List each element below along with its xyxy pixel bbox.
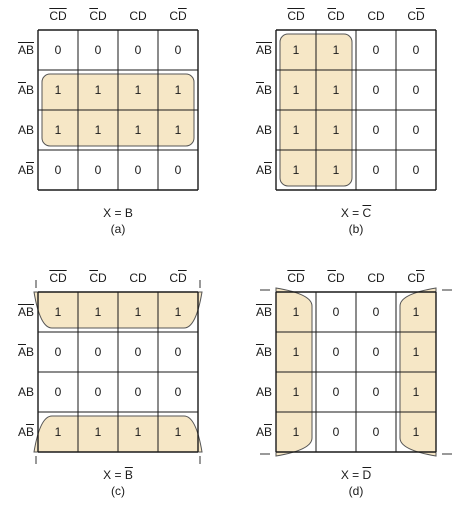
kmap-cell: 0 [54,385,62,399]
header-letter: $\overline{B}$ [263,163,272,177]
kmap-cell: 0 [372,305,380,319]
kmap-cell: 1 [332,83,340,97]
kmap-cell: 1 [134,305,142,319]
header-letter: $\overline{D}$ [296,9,305,23]
header-letter: D [376,9,385,23]
kmap-cell: 1 [174,425,182,439]
expression-label [38,468,198,482]
kmap-cell: 0 [134,345,142,359]
kmap-cell: 1 [54,305,62,319]
header-letter: A [17,123,26,137]
header-letter: A [17,425,26,439]
kmap-cell: 0 [372,43,380,57]
header-letter: $\overline{A}$ [17,83,26,97]
kmap-cell: 1 [412,385,420,399]
header-letter: C [407,271,416,285]
header-letter: B [263,385,272,399]
kmap-cell: 0 [372,83,380,97]
col-header-cd [356,271,396,285]
row-header-ab-bar-b [4,345,34,359]
expression-lhs: X = [340,206,363,220]
header-letter: A [255,163,264,177]
kmap-cell: 0 [412,163,420,177]
kmap-cell: 0 [94,163,102,177]
kmap-cell: 0 [332,345,340,359]
kmap-cell: 0 [372,425,380,439]
expression-variable: $\overline{C}$ [362,206,372,220]
kmap-cell: 1 [292,123,300,137]
col-header-c-d-bar [396,271,436,285]
kmap-cell: 0 [54,43,62,57]
col-header-cd-bar-bar [276,9,316,23]
header-letter: B [263,123,272,137]
header-letter: B [25,345,34,359]
header-letter: A [255,123,264,137]
header-letter: A [255,425,264,439]
row-header-ab-bar-bar [242,305,272,319]
kmap-cell: 1 [292,83,300,97]
kmap-cell: 1 [332,123,340,137]
header-letter: D [138,271,147,285]
kmap-cell: 0 [174,163,182,177]
header-letter: D [98,9,107,23]
expression-variable: $\overline{D}$ [362,468,372,482]
header-letter: $\overline{C}$ [89,271,98,285]
kmap-cell: 1 [292,385,300,399]
row-header-ab [242,123,272,137]
row-header-ab [4,385,34,399]
row-header-ab-bar-bar [242,43,272,57]
expression-lhs: X = [340,468,363,482]
header-letter: D [138,9,147,23]
header-letter: $\overline{C}$ [287,271,296,285]
header-letter: $\overline{A}$ [255,83,264,97]
header-letter: $\overline{D}$ [58,9,67,23]
col-header-cd-bar-d [78,271,118,285]
kmap-cell: 0 [134,163,142,177]
header-letter: C [169,271,178,285]
header-letter: $\overline{B}$ [263,425,272,439]
kmap-cell: 1 [412,305,420,319]
kmap-cell: 0 [54,345,62,359]
header-letter: $\overline{A}$ [255,305,264,319]
header-letter: $\overline{A}$ [255,345,264,359]
header-letter: B [25,83,34,97]
kmap-cell: 1 [292,345,300,359]
kmap-cell: 0 [94,43,102,57]
kmap-cell: 1 [94,305,102,319]
header-letter: $\overline{B}$ [25,163,34,177]
header-letter: D [376,271,385,285]
kmap-cell: 1 [332,43,340,57]
header-letter: $\overline{C}$ [327,9,336,23]
header-letter: $\overline{B}$ [263,43,272,57]
header-letter: $\overline{C}$ [327,271,336,285]
col-header-cd-bar-d [316,271,356,285]
header-letter: B [25,385,34,399]
header-letter: $\overline{A}$ [17,43,26,57]
header-letter: D [336,9,345,23]
kmap-cell: 0 [412,43,420,57]
kmap-cell: 1 [94,123,102,137]
header-letter: $\overline{D}$ [178,271,187,285]
kmap-cell: 0 [372,385,380,399]
kmap-cell: 1 [292,425,300,439]
kmap-cell: 0 [412,123,420,137]
kmap-cell: 0 [54,163,62,177]
header-letter: $\overline{D}$ [58,271,67,285]
header-letter: A [255,385,264,399]
kmap-cell: 1 [174,83,182,97]
kmap-cell: 1 [94,425,102,439]
row-header-ab-bar-b [242,345,272,359]
col-header-cd-bar-bar [38,271,78,285]
subfigure-label: (d) [348,484,364,498]
header-letter: $\overline{D}$ [178,9,187,23]
expression-lhs: X = [103,468,125,482]
expression-variable: B [124,206,133,220]
kmap-cell: 1 [174,123,182,137]
header-letter: $\overline{B}$ [263,305,272,319]
kmap-cell: 0 [332,385,340,399]
kmap-cell: 1 [54,123,62,137]
header-letter: B [25,123,34,137]
header-letter: C [407,9,416,23]
kmap-cell: 0 [94,345,102,359]
col-header-cd [118,271,158,285]
header-letter: D [98,271,107,285]
header-letter: $\overline{B}$ [25,305,34,319]
kmap-cell: 1 [54,83,62,97]
row-header-ab-bar-bar [4,43,34,57]
header-letter: $\overline{A}$ [255,43,264,57]
kmap-cell: 1 [94,83,102,97]
kmap-cell: 1 [54,425,62,439]
kmap-cell: 1 [292,305,300,319]
header-letter: $\overline{B}$ [25,43,34,57]
kmap-cell: 1 [412,345,420,359]
col-header-cd [356,9,396,23]
header-letter: $\overline{A}$ [17,305,26,319]
header-letter: $\overline{D}$ [416,271,425,285]
kmap-b [238,0,475,248]
row-header-ab-bar-b [4,83,34,97]
kmap-cell: 0 [174,43,182,57]
expression-label [38,206,198,220]
kmap-cell: 1 [134,123,142,137]
subfigure-label: (c) [111,484,125,498]
kmap-cell: 1 [332,163,340,177]
header-letter: D [336,271,345,285]
header-letter: $\overline{A}$ [17,345,26,359]
header-letter: C [129,9,138,23]
header-letter: C [367,9,376,23]
header-letter: $\overline{C}$ [49,9,58,23]
subfigure-label: (b) [348,222,364,236]
header-letter: $\overline{D}$ [296,271,305,285]
kmap-cell: 1 [134,83,142,97]
kmap-cell: 0 [134,43,142,57]
kmap-a [0,0,238,248]
col-header-c-d-bar [396,9,436,23]
kmap-c [0,262,238,510]
row-header-a-b-bar [4,425,34,439]
header-letter: A [17,163,26,177]
col-header-c-d-bar [158,9,198,23]
header-letter: $\overline{B}$ [25,425,34,439]
kmap-cell: 0 [372,163,380,177]
kmap-cell: 1 [412,425,420,439]
header-letter: $\overline{C}$ [49,271,58,285]
row-header-a-b-bar [4,163,34,177]
header-letter: $\overline{D}$ [416,9,425,23]
kmap-cell: 0 [412,83,420,97]
col-header-cd-bar-bar [38,9,78,23]
row-header-a-b-bar [242,163,272,177]
expression-label [276,468,436,482]
col-header-cd-bar-bar [276,271,316,285]
kmap-cell: 1 [174,305,182,319]
kmap-cell: 0 [174,345,182,359]
row-header-ab [4,123,34,137]
col-header-cd-bar-d [78,9,118,23]
kmap-cell: 0 [332,305,340,319]
expression-label [276,206,436,220]
header-letter: $\overline{C}$ [287,9,296,23]
row-header-ab-bar-b [242,83,272,97]
expression-variable: $\overline{B}$ [124,468,133,482]
kmap-cell: 0 [134,385,142,399]
col-header-cd-bar-d [316,9,356,23]
header-letter: C [367,271,376,285]
kmap-cell: 1 [292,43,300,57]
col-header-c-d-bar [158,271,198,285]
expression-lhs: X = [103,206,125,220]
row-header-ab-bar-bar [4,305,34,319]
row-header-a-b-bar [242,425,272,439]
header-letter: C [129,271,138,285]
header-letter: C [169,9,178,23]
kmap-cell: 1 [292,163,300,177]
col-header-cd [118,9,158,23]
header-letter: A [17,385,26,399]
header-letter: B [263,83,272,97]
subfigure-label: (a) [110,222,126,236]
kmap-cell: 0 [174,385,182,399]
row-header-ab [242,385,272,399]
header-letter: B [263,345,272,359]
kmap-cell: 0 [332,425,340,439]
kmap-cell: 0 [372,123,380,137]
kmap-cell: 0 [372,345,380,359]
kmap-cell: 0 [94,385,102,399]
kmap-cell: 1 [134,425,142,439]
header-letter: $\overline{C}$ [89,9,98,23]
kmap-d [238,262,475,510]
